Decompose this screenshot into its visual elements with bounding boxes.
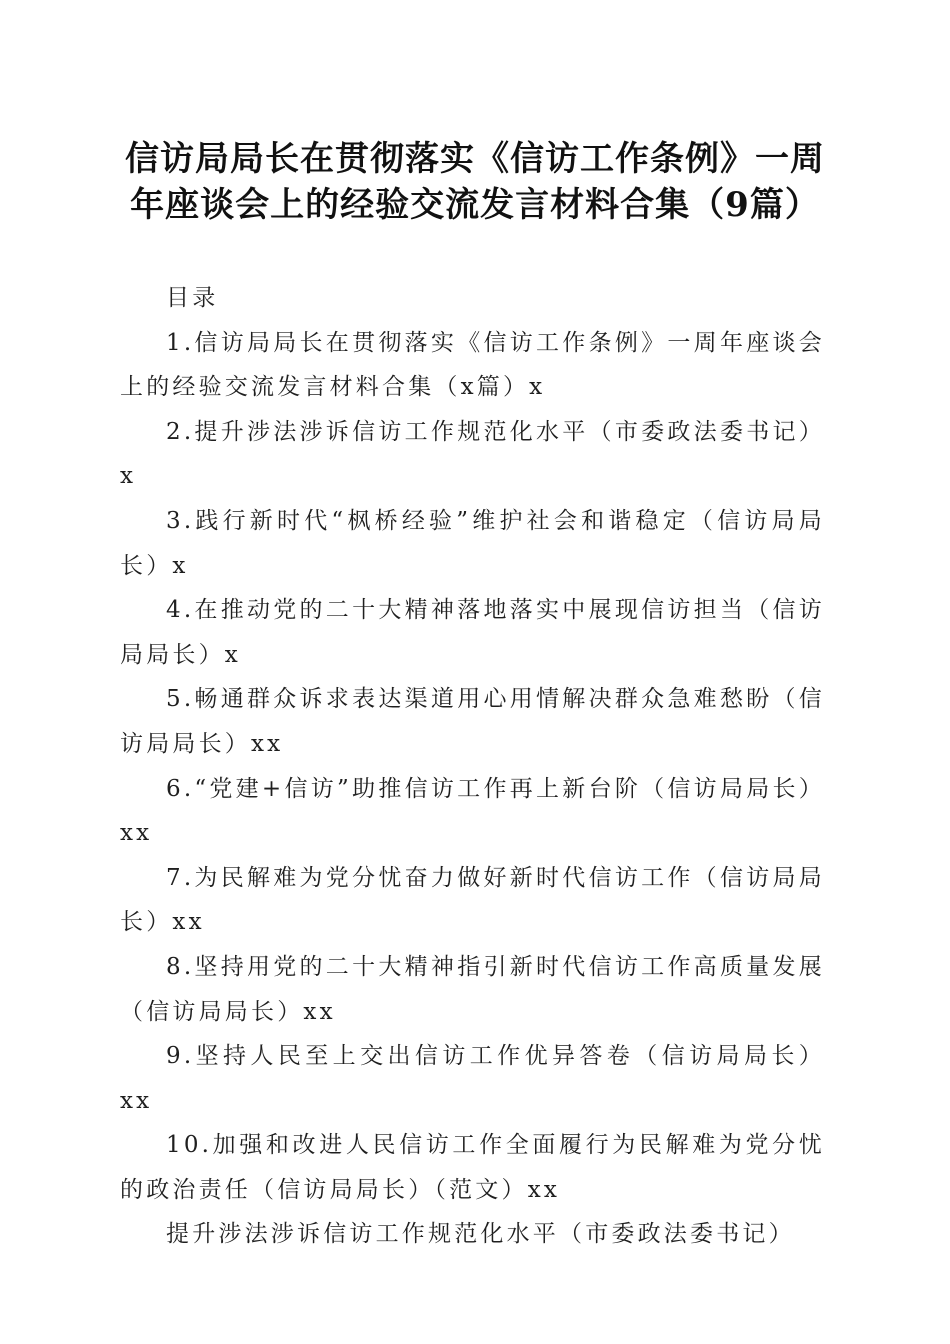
toc-item-3[interactable]: 3.践行新时代“枫桥经验”维护社会和谐稳定（信访局局长）x xyxy=(120,507,825,579)
document-title xyxy=(110,136,840,228)
toc-item-8[interactable]: 8.坚持用党的二十大精神指引新时代信访工作高质量发展（信访局局长）xx xyxy=(120,953,825,1025)
toc-item-2[interactable]: 2.提升涉法涉诉信访工作规范化水平（市委政法委书记）x xyxy=(120,418,825,490)
toc-item-9[interactable]: 9.坚持人民至上交出信访工作优异答卷（信访局局长）xx xyxy=(120,1043,825,1114)
document-body xyxy=(120,276,825,1257)
title-line-2: 年座谈会上的经验交流发言材料合集（9篇） xyxy=(130,185,820,225)
toc-item-5[interactable]: 5.畅通群众诉求表达渠道用心用情解决群众急难愁盼（信访局局长）xx xyxy=(120,686,825,757)
toc-item-1[interactable]: 1.信访局局长在贯彻落实《信访工作条例》一周年座谈会上的经验交流发言材料合集（x篇）x xyxy=(120,329,825,401)
toc-item-6[interactable]: 6.“党建+信访”助推信访工作再上新台阶（信访局局长）xx xyxy=(120,775,825,847)
toc-item-4[interactable]: 4.在推动党的二十大精神落地落实中展现信访担当（信访局局长）x xyxy=(120,597,825,668)
toc-item-7[interactable]: 7.为民解难为党分忧奋力做好新时代信访工作（信访局局长）xx xyxy=(120,864,825,936)
toc-heading: 目录 xyxy=(166,285,219,311)
title-line-1: 信访局局长在贯彻落实《信访工作条例》一周 xyxy=(125,139,825,179)
toc-item-10[interactable]: 10.加强和改进人民信访工作全面履行为民解难为党分忧的政治责任（信访局局长）（范文）xx xyxy=(120,1132,825,1203)
section-heading: 提升涉法涉诉信访工作规范化水平（市委政法委书记） xyxy=(166,1221,795,1248)
